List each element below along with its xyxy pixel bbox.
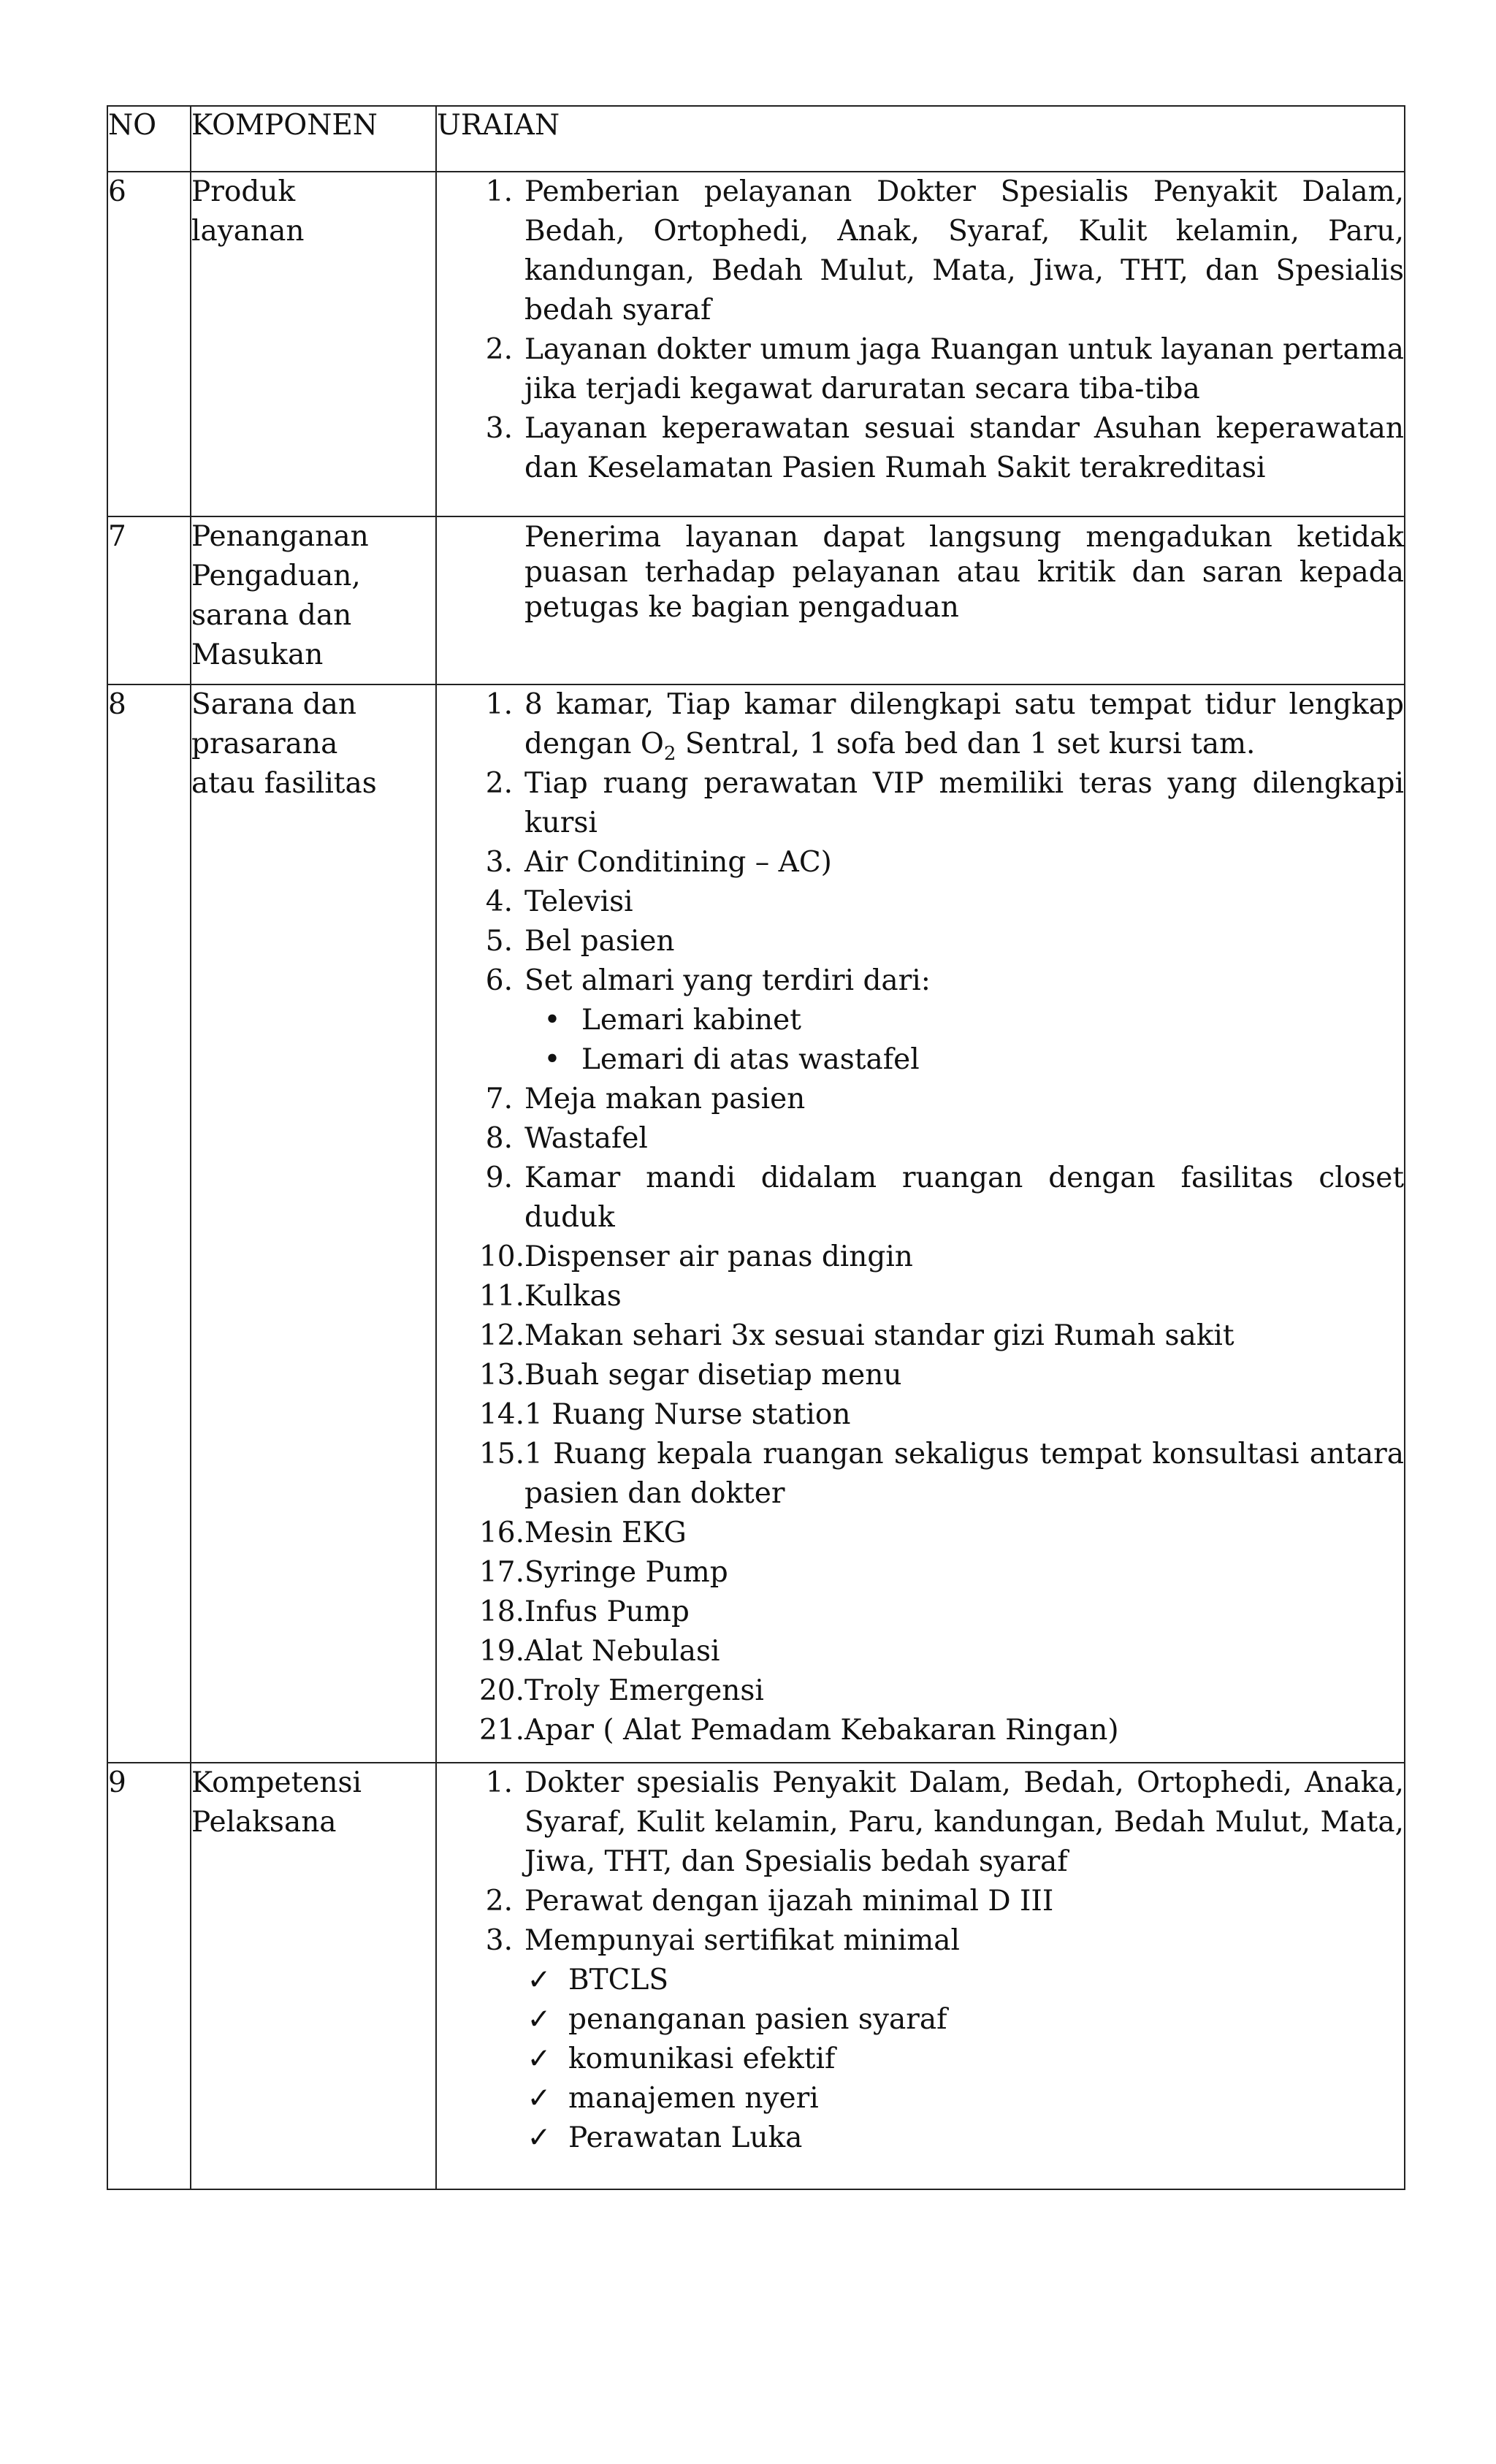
checkmark-icon: ✓ (527, 2042, 552, 2075)
list-number: 12. (478, 1319, 524, 1352)
list-number: 14. (478, 1398, 524, 1431)
list-text: 1 Ruang Nurse station (524, 1398, 851, 1431)
list-item (437, 1395, 1404, 1435)
check-text: manajemen nyeri (568, 2082, 819, 2115)
list-number: 2. (485, 1885, 513, 1918)
row-number: 6 (107, 172, 191, 516)
bullet-item (524, 1040, 1404, 1080)
row-uraian (436, 172, 1405, 516)
list-text: 8 kamar, Tiap kamar dilengkapi satu tempat tidur lengkap dengan O (524, 688, 1404, 760)
row-komponen (191, 1763, 436, 2189)
list-number: 11. (478, 1280, 524, 1313)
list-number: 1. (485, 1766, 513, 1799)
bullet-icon: • (543, 1004, 561, 1037)
checkmark-icon: ✓ (527, 2082, 552, 2115)
list-text: Meja makan pasien (524, 1083, 806, 1115)
bullet-item (524, 1001, 1404, 1040)
list-number: 1. (485, 175, 513, 208)
checkmark-list (524, 1961, 1404, 2158)
table-row-6 (107, 172, 1405, 516)
list-text: Troly Emergensi (524, 1674, 764, 1707)
list-number: 10. (478, 1240, 524, 1273)
list-item (437, 409, 1404, 488)
komponen-line: layanan (191, 215, 305, 248)
komponen-line: Penanganan (191, 520, 369, 553)
row-uraian (436, 684, 1405, 1763)
komponen-line: Masukan (191, 638, 324, 671)
numbered-list (437, 685, 1404, 1750)
list-item (437, 961, 1404, 1080)
document-page (107, 105, 1404, 2190)
table-row-9 (107, 1763, 1405, 2189)
service-standard-table (107, 105, 1405, 2190)
list-number: 2. (485, 767, 513, 800)
bullet-list (524, 1001, 1404, 1080)
list-item (437, 1632, 1404, 1671)
list-number: 18. (478, 1595, 524, 1628)
checkmark-icon: ✓ (527, 2121, 552, 2154)
list-text: Set almari yang terdiri dari: (524, 964, 931, 997)
list-number: 17. (478, 1556, 524, 1589)
table-row-8 (107, 684, 1405, 1763)
complaint-paragraph: Penerima layanan dapat langsung mengadukan ketidak puasan terhadap pelayanan atau kritik dan saran kepada petugas ke bagian pengaduan (524, 521, 1404, 624)
check-item (524, 2079, 1404, 2118)
row-uraian (436, 1763, 1405, 2189)
check-item (524, 2040, 1404, 2079)
list-text: 1 Ruang kepala ruangan sekaligus tempat konsultasi antara pasien dan dokter (524, 1438, 1404, 1510)
check-text: BTCLS (568, 1964, 669, 1996)
bullet-text: Lemari di atas wastafel (581, 1043, 920, 1076)
list-text: Apar ( Alat Pemadam Kebakaran Ringan) (524, 1714, 1119, 1747)
list-item (437, 922, 1404, 961)
table-header-row (107, 106, 1405, 172)
list-text: Syringe Pump (524, 1556, 728, 1589)
table-row-7 (107, 516, 1405, 684)
list-text: Wastafel (524, 1122, 648, 1155)
list-number: 3. (485, 412, 513, 445)
list-number: 5. (485, 925, 513, 958)
list-number: 13. (478, 1359, 524, 1392)
list-text: Layanan keperawatan sesuai standar Asuhan keperawatan dan Keselamatan Pasien Rumah Sakit terakreditasi (524, 412, 1404, 484)
list-text: Alat Nebulasi (524, 1635, 720, 1668)
list-item (437, 1671, 1404, 1711)
row-komponen (191, 516, 436, 684)
list-text: Kulkas (524, 1280, 622, 1313)
list-number: 2. (485, 333, 513, 366)
check-item (524, 2118, 1404, 2158)
list-item (437, 1159, 1404, 1237)
list-item (437, 1119, 1404, 1159)
list-text: Bel pasien (524, 925, 675, 958)
list-number: 9. (485, 1162, 513, 1194)
list-number: 8. (485, 1122, 513, 1155)
list-item (437, 1882, 1404, 1921)
list-text: Tiap ruang perawatan VIP memiliki teras yang dilengkapi kursi (524, 767, 1404, 839)
list-item (437, 1763, 1404, 1882)
bullet-icon: • (543, 1043, 561, 1076)
komponen-line: Pelaksana (191, 1806, 337, 1839)
komponen-line: Kompetensi (191, 1766, 362, 1799)
check-text: penanganan pasien syaraf (568, 2003, 947, 2036)
komponen-line: sarana dan (191, 599, 352, 632)
row-komponen (191, 172, 436, 516)
list-item (437, 1711, 1404, 1750)
list-subscript: 2 (663, 742, 676, 765)
list-item (437, 1514, 1404, 1553)
list-item (437, 685, 1404, 764)
row-number: 8 (107, 684, 191, 1763)
list-number: 4. (485, 885, 513, 918)
list-item (437, 1316, 1404, 1356)
list-text: Kamar mandi didalam ruangan dengan fasilitas closet duduk (524, 1162, 1404, 1234)
list-item (437, 330, 1404, 409)
list-item (437, 764, 1404, 843)
list-text: Infus Pump (524, 1595, 690, 1628)
list-item (437, 882, 1404, 922)
list-item (437, 1553, 1404, 1593)
header-no: NO (107, 106, 191, 172)
list-item (437, 1921, 1404, 2158)
list-text: Buah segar disetiap menu (524, 1359, 902, 1392)
list-text: Dispenser air panas dingin (524, 1240, 913, 1273)
list-text: Air Conditining – AC) (524, 846, 832, 879)
row-number: 7 (107, 516, 191, 684)
list-item (437, 172, 1404, 330)
list-number: 16. (478, 1517, 524, 1549)
row-uraian (436, 516, 1405, 684)
header-komponen: KOMPONEN (191, 106, 436, 172)
list-number: 21. (478, 1714, 524, 1747)
list-number: 15. (478, 1438, 524, 1471)
list-number: 6. (485, 964, 513, 997)
list-text: Mesin EKG (524, 1517, 687, 1549)
list-number: 19. (478, 1635, 524, 1668)
numbered-list (437, 1763, 1404, 2158)
list-number: 1. (485, 688, 513, 721)
komponen-line: Sarana dan (191, 688, 356, 721)
list-item (437, 1356, 1404, 1395)
row-number: 9 (107, 1763, 191, 2189)
list-item (437, 1435, 1404, 1514)
komponen-line: atau fasilitas (191, 767, 377, 800)
header-uraian: URAIAN (436, 106, 1405, 172)
checkmark-icon: ✓ (527, 1964, 552, 1996)
list-number: 3. (485, 1924, 513, 1957)
check-item (524, 2000, 1404, 2040)
list-text: Layanan dokter umum jaga Ruangan untuk layanan pertama jika terjadi kegawat daruratan secara tiba-tiba (524, 333, 1404, 405)
list-text: Sentral, 1 sofa bed dan 1 set kursi tam. (676, 728, 1256, 760)
list-text: Televisi (524, 885, 633, 918)
numbered-list (437, 172, 1404, 488)
check-item (524, 1961, 1404, 2000)
komponen-line: Produk (191, 175, 296, 208)
list-number: 20. (478, 1674, 524, 1707)
list-number: 7. (485, 1083, 513, 1115)
list-item (437, 1080, 1404, 1119)
list-item (437, 1237, 1404, 1277)
check-text: Perawatan Luka (568, 2121, 803, 2154)
bullet-text: Lemari kabinet (581, 1004, 801, 1037)
list-text: Makan sehari 3x sesuai standar gizi Rumah sakit (524, 1319, 1234, 1352)
list-text: Dokter spesialis Penyakit Dalam, Bedah, Ortophedi, Anaka, Syaraf, Kulit kelamin, Paru, kandungan, Bedah Mulut, Mata, Jiwa, THT, dan Spesialis bedah syaraf (524, 1766, 1404, 1878)
list-text: Mempunyai sertifikat minimal (524, 1924, 960, 1957)
komponen-line: Pengaduan, (191, 560, 361, 592)
row-komponen (191, 684, 436, 1763)
check-text: komunikasi efektif (568, 2042, 836, 2075)
list-item (437, 1593, 1404, 1632)
list-number: 3. (485, 846, 513, 879)
list-text: Perawat dengan ijazah minimal D III (524, 1885, 1054, 1918)
list-item (437, 1277, 1404, 1316)
checkmark-icon: ✓ (527, 2003, 552, 2036)
komponen-line: prasarana (191, 728, 338, 760)
list-text: Pemberian pelayanan Dokter Spesialis Penyakit Dalam, Bedah, Ortophedi, Anak, Syaraf, Kulit kelamin, Paru, kandungan, Bedah Mulut, Mata, Jiwa, THT, dan Spesialis bedah syaraf (524, 175, 1404, 327)
list-item (437, 843, 1404, 882)
